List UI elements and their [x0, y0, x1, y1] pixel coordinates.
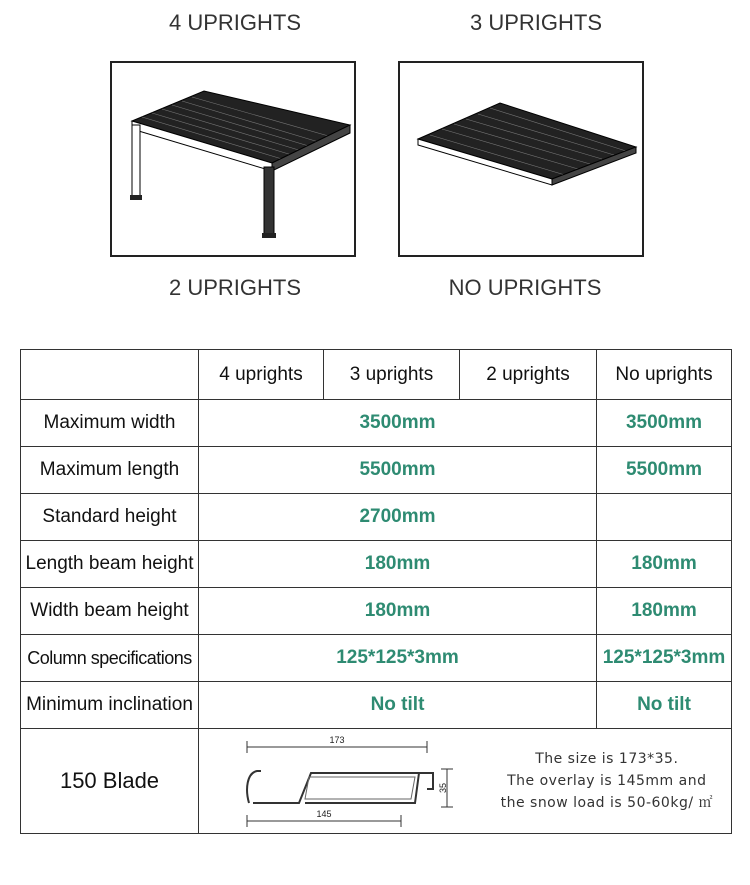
row-value-no-uprights: 180mm [597, 588, 732, 635]
row-value-no-uprights: 5500mm [597, 447, 732, 494]
row-value-uprights: No tilt [199, 682, 597, 729]
table-header-row [21, 350, 732, 400]
header-4-uprights: 4 uprights [199, 350, 324, 400]
caption-3-uprights: 3 UPRIGHTS [469, 10, 603, 35]
table-row [21, 588, 732, 635]
table-row [21, 447, 732, 494]
pergola-image-uprights [110, 61, 356, 257]
blade-profile-diagram [239, 733, 459, 829]
dim-overlay-label: 145 [316, 809, 332, 819]
caption-2-uprights: 2 UPRIGHTS [168, 275, 302, 300]
pergola-image-no-uprights [398, 61, 644, 257]
blade-detail-cell [199, 729, 732, 834]
blade-desc-line-3: the snow load is 50-60kg/ ㎡ [500, 795, 713, 811]
table-row [21, 635, 732, 682]
row-value-no-uprights: No tilt [597, 682, 732, 729]
table-row [21, 494, 732, 541]
blade-label: 150 Blade [21, 729, 199, 834]
blade-row [21, 729, 732, 834]
blade-description [501, 748, 713, 814]
blade-desc-line-1: The size is 173*35. [535, 751, 679, 767]
row-value-uprights: 3500mm [199, 400, 597, 447]
header-empty [21, 350, 199, 400]
row-value-no-uprights: 125*125*3mm [597, 635, 732, 682]
table-row [21, 541, 732, 588]
row-value-no-uprights: 180mm [597, 541, 732, 588]
row-value-uprights: 180mm [199, 541, 597, 588]
row-value-uprights: 2700mm [199, 494, 597, 541]
row-label: Standard height [21, 494, 199, 541]
caption-no-uprights: NO UPRIGHTS [448, 275, 602, 300]
row-label: Maximum length [21, 447, 199, 494]
row-label: Column specifications [21, 635, 199, 682]
row-label: Width beam height [21, 588, 199, 635]
header-3-uprights: 3 uprights [324, 350, 460, 400]
dim-width-label: 173 [329, 735, 345, 745]
row-label: Length beam height [21, 541, 199, 588]
caption-4-uprights: 4 UPRIGHTS [168, 10, 302, 35]
pergola-uprights-drawing [112, 63, 354, 255]
row-value-uprights: 180mm [199, 588, 597, 635]
blade-desc-line-2: The overlay is 145mm and [507, 773, 707, 789]
row-value-no-uprights: 3500mm [597, 400, 732, 447]
dim-height-label: 35 [438, 782, 448, 794]
row-value-uprights: 5500mm [199, 447, 597, 494]
header-no-uprights: No uprights [597, 350, 732, 400]
row-label: Minimum inclination [21, 682, 199, 729]
pergola-no-uprights-drawing [400, 63, 642, 255]
table-row [21, 400, 732, 447]
spec-table [20, 349, 732, 834]
table-row [21, 682, 732, 729]
row-label: Maximum width [21, 400, 199, 447]
row-value-uprights: 125*125*3mm [199, 635, 597, 682]
header-2-uprights: 2 uprights [460, 350, 597, 400]
row-value-no-uprights [597, 494, 732, 541]
